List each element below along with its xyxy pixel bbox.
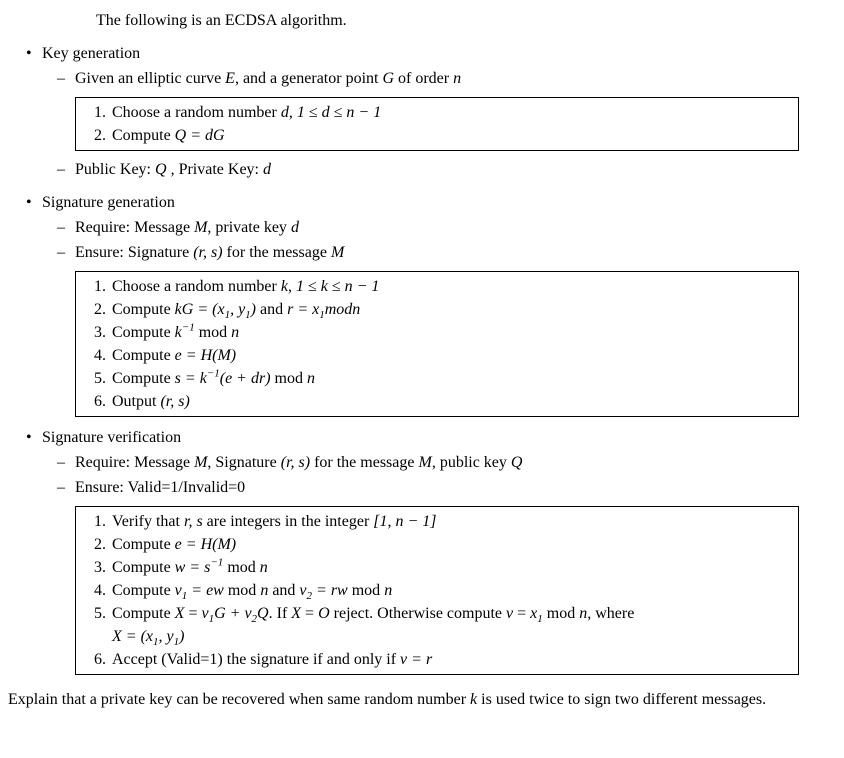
- algorithm-box: [75, 97, 799, 151]
- step-text: Compute e = H(M): [112, 347, 237, 364]
- sub-item-text: Require: Message M, private key d: [75, 219, 299, 236]
- sub-item: [57, 157, 836, 182]
- bullet-icon: •: [26, 194, 32, 211]
- step-text: Choose a random number k, 1 ≤ k ≤ n − 1: [112, 278, 380, 295]
- step-number: 1.: [94, 513, 106, 530]
- algorithm-step: [86, 275, 788, 298]
- dash-icon: –: [57, 479, 65, 496]
- section-key-generation: [8, 41, 836, 182]
- sub-item: [57, 66, 836, 91]
- step-text: Compute $w = s^{-1}$ mod n: [112, 556, 268, 576]
- sections-container: [8, 41, 836, 675]
- section-signature-generation: [8, 190, 836, 417]
- step-text: Accept (Valid=1) the signature if and only if v = r: [112, 651, 433, 668]
- algorithm-step: [86, 321, 788, 344]
- sub-item: [57, 215, 836, 240]
- sub-item-text: Require: Message M, Signature (r, s) for the message M, public key Q: [75, 454, 523, 471]
- step-text: Verify that r, s are integers in the integer [1, n − 1]: [112, 513, 437, 530]
- bullet-icon: •: [26, 429, 32, 446]
- step-text: Output (r, s): [112, 393, 190, 410]
- step-text: Compute $k^{-1}$ mod n: [112, 321, 240, 341]
- step-text: Compute Q = dG: [112, 127, 225, 144]
- step-text: Compute kG = ($x_1$, $y_1$) and $r = x_1modn$: [112, 301, 361, 322]
- step-number: 6.: [94, 393, 106, 410]
- algorithm-step: [86, 390, 788, 413]
- algorithm-step: [86, 298, 788, 321]
- step-text: Compute $X = v_1G + v_2Q$. If X = O reject. Otherwise compute $v = x_1$ mod n, where $X = (x_1$, $y_1$): [112, 605, 635, 649]
- intro-line: The following is an ECDSA algorithm.: [96, 12, 347, 29]
- algorithm-step: [86, 648, 788, 671]
- algorithm-step: [86, 533, 788, 556]
- step-number: 1.: [94, 104, 106, 121]
- section-title: Signature generation: [42, 194, 175, 211]
- step-number: 3.: [94, 559, 106, 576]
- algorithm-box: [75, 271, 799, 417]
- step-number: 5.: [94, 370, 106, 387]
- sub-item-text: Given an elliptic curve E, and a generator point G of order n: [75, 70, 462, 87]
- sub-item-text: Ensure: Valid=1/Invalid=0: [75, 479, 246, 496]
- algorithm-step: [86, 579, 788, 602]
- section-title: Key generation: [42, 45, 141, 62]
- sub-item: [57, 450, 836, 475]
- step-text: Choose a random number d, 1 ≤ d ≤ n − 1: [112, 104, 382, 121]
- step-number: 1.: [94, 278, 106, 295]
- algorithm-step: [86, 510, 788, 533]
- step-number: 6.: [94, 651, 106, 668]
- algorithm-step: [86, 344, 788, 367]
- algorithm-step: [86, 602, 788, 648]
- step-number: 4.: [94, 582, 106, 599]
- step-text: Compute e = H(M): [112, 536, 237, 553]
- dash-icon: –: [57, 70, 65, 87]
- algorithm-box: [75, 506, 799, 675]
- step-number: 2.: [94, 536, 106, 553]
- step-number: 2.: [94, 127, 106, 144]
- section-title: Signature verification: [42, 429, 182, 446]
- algorithm-step: [86, 124, 788, 147]
- dash-icon: –: [57, 161, 65, 178]
- sub-item-text: Public Key: Q , Private Key: d: [75, 161, 271, 178]
- algorithm-step: [86, 556, 788, 579]
- step-number: 3.: [94, 324, 106, 341]
- section-heading: [26, 425, 836, 450]
- step-number: 5.: [94, 605, 106, 622]
- sub-item: [57, 475, 836, 500]
- dash-icon: –: [57, 244, 65, 261]
- section-heading: [26, 190, 836, 215]
- step-text: Compute $s = k^{-1}(e + dr)$ mod n: [112, 367, 315, 387]
- algorithm-step: [86, 367, 788, 390]
- dash-icon: –: [57, 219, 65, 236]
- closing-paragraph: Explain that a private key can be recovered when same random number k is used twice to sign two different messages.: [8, 691, 767, 708]
- step-text: Compute $v_1$ = ew mod n and $v_2$ = rw mod n: [112, 582, 393, 603]
- section-signature-verification: [8, 425, 836, 675]
- sub-item-text: Ensure: Signature (r, s) for the message M: [75, 244, 345, 261]
- dash-icon: –: [57, 454, 65, 471]
- section-heading: [26, 41, 836, 66]
- sub-item: [57, 240, 836, 265]
- step-number: 4.: [94, 347, 106, 364]
- bullet-icon: •: [26, 45, 32, 62]
- step-number: 2.: [94, 301, 106, 318]
- algorithm-step: [86, 101, 788, 124]
